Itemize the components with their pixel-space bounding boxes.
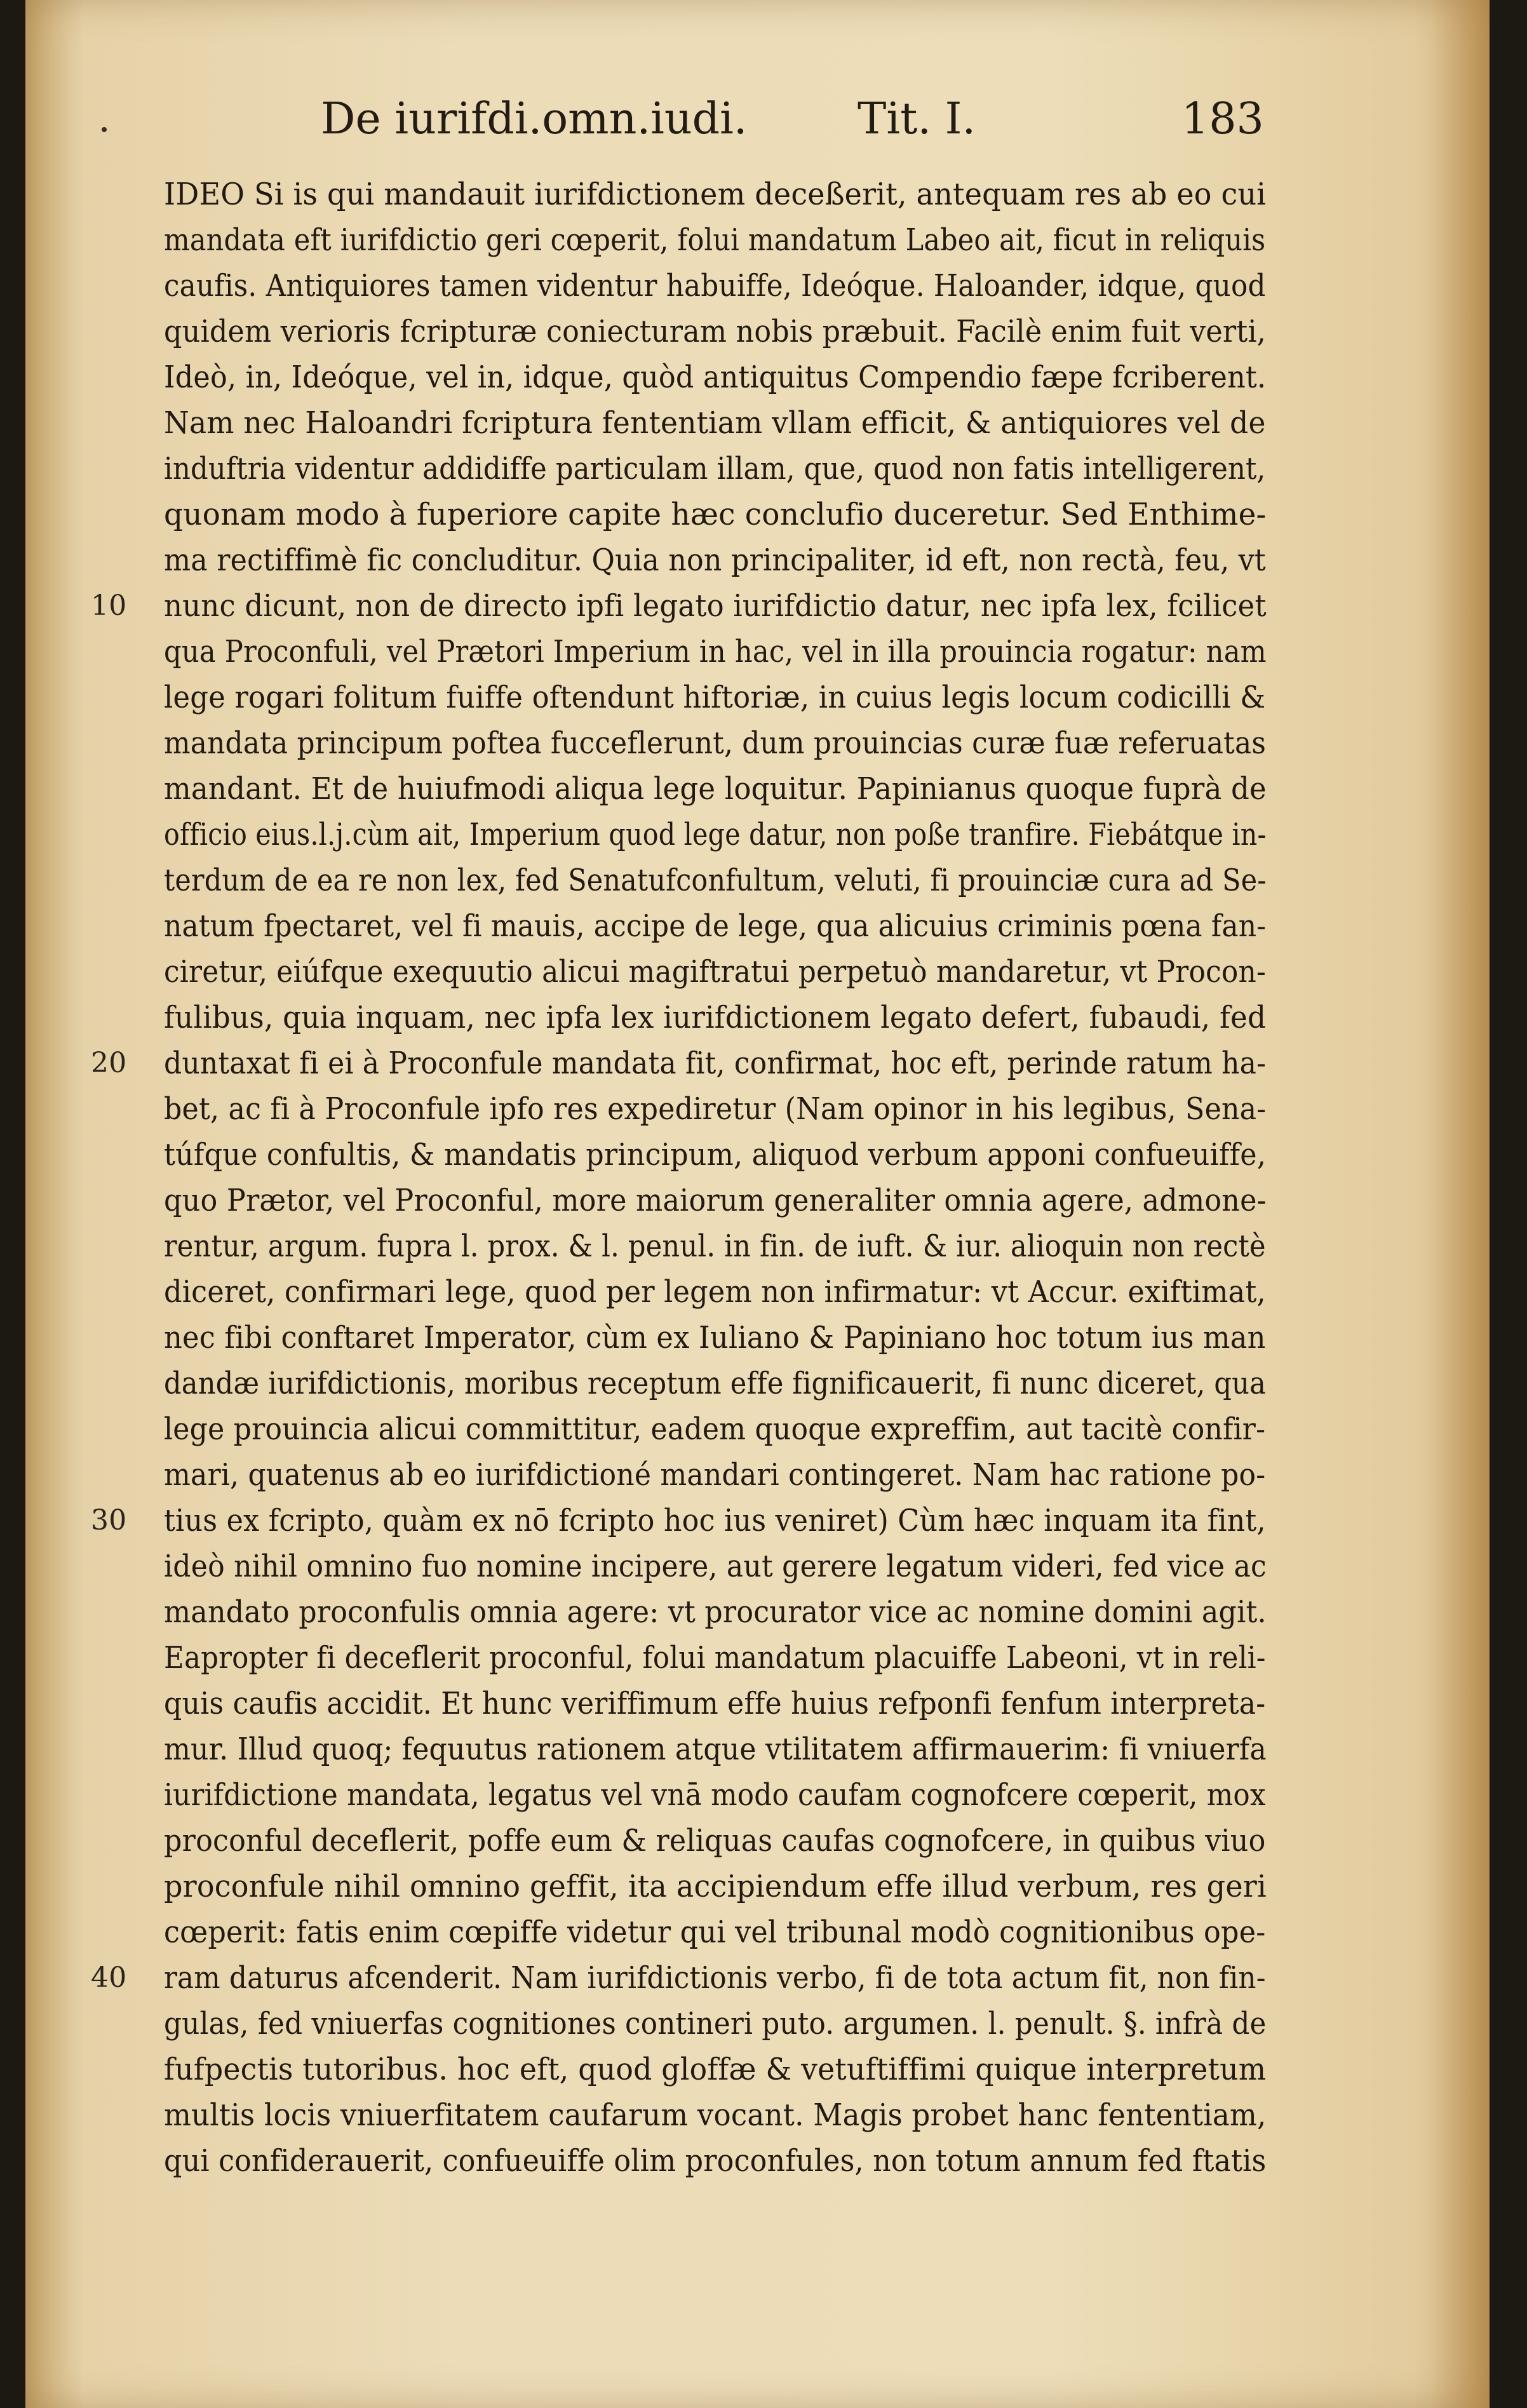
text-line — [164, 1086, 1269, 1132]
text-line-content: ma rectiffimè fic concluditur. Quia non principaliter, id eft, non rectà, feu, vt — [164, 542, 1266, 578]
text-line-content: lege rogari folitum fuiffe oftendunt hiftoriæ, in cuius legis locum codicilli & — [164, 680, 1266, 715]
text-line-content: quo Prætor, vel Proconful, more maiorum generaliter omnia agere, admone- — [164, 1183, 1267, 1218]
text-line — [164, 1269, 1269, 1315]
text-line-content: proconfule nihil omnino geffit, ita accipiendum effe illud verbum, res geri — [164, 1869, 1267, 1904]
text-line-content: proconful deceflerit, poffe eum & reliquas caufas cognofcere, in quibus viuo — [164, 1823, 1266, 1859]
text-line — [164, 766, 1269, 812]
text-line — [164, 1315, 1269, 1361]
text-line — [164, 2092, 1269, 2138]
text-line — [164, 1361, 1269, 1406]
text-line-content: caufis. Antiquiores tamen videntur habuiffe, Ideóque. Haloander, idque, quod — [164, 268, 1266, 304]
page-number: 183 — [1181, 94, 1264, 144]
text-line-content: diceret, confirmari lege, quod per legem non infirmatur: vt Accur. exiftimat, — [164, 1274, 1266, 1310]
text-line-content: ciretur, eiúfque exequutio alicui magiftratui perpetuò mandaretur, vt Procon- — [164, 954, 1266, 990]
margin-line-number: 20 — [91, 1047, 127, 1079]
text-line-content: nunc dicunt, non de directo ipfi legato iurifdictio datur, nec ipfa lex, fcilicet — [164, 588, 1267, 624]
text-line — [164, 1909, 1269, 1955]
text-line-content: gulas, fed vniuerfas cognitiones contineri puto. argumen. l. penult. §. infrà de — [164, 2006, 1267, 2041]
text-line-content: Nam nec Haloandri fcriptura fententiam vllam efficit, & antiquiores vel de — [164, 405, 1266, 441]
text-line — [164, 1178, 1269, 1223]
text-line-content: mandata eft iurifdictio geri cœperit, folui mandatum Labeo ait, ficut in reliquis — [164, 222, 1266, 258]
text-line-content: mandato proconfulis omnia agere: vt procurator vice ac nomine domini agit. — [164, 1594, 1267, 1630]
text-line — [164, 1589, 1269, 1635]
body-text — [91, 172, 1269, 2184]
margin-line-number: 40 — [91, 1961, 127, 1994]
text-line — [164, 675, 1269, 720]
text-line-content: mari, quatenus ab eo iurifdictioné mandari contingeret. Nam hac ratione po- — [164, 1457, 1266, 1493]
text-line — [164, 2138, 1269, 2184]
text-line-content: fufpectis tutoribus. hoc eft, quod gloffæ & vetuftiffimi quique interpretum — [164, 2052, 1267, 2087]
text-line — [164, 217, 1269, 263]
text-line-content: cœperit: fatis enim cœpiffe videtur qui vel tribunal modò cognitionibus ope- — [164, 1914, 1266, 1950]
margin-line-number: 10 — [91, 589, 127, 622]
text-line — [164, 1452, 1269, 1498]
text-line — [164, 1726, 1269, 1772]
running-header — [25, 76, 1490, 146]
text-line-content: iurifdictione mandata, legatus vel vnā modo caufam cognofcere cœperit, mox — [164, 1777, 1266, 1813]
text-line — [164, 309, 1269, 354]
text-line-content: duntaxat fi ei à Proconfule mandata fit, confirmat, hoc eft, perinde ratum ha- — [164, 1046, 1267, 1081]
text-line — [164, 1681, 1269, 1726]
text-line-content: tius ex fcripto, quàm ex nō fcripto hoc ius veniret) Cùm hæc inquam ita fint, — [164, 1503, 1266, 1538]
text-line — [164, 1132, 1269, 1178]
text-line — [164, 172, 1269, 217]
text-line — [91, 583, 1269, 629]
text-line-content: terdum de ea re non lex, fed Senatufconfultum, veluti, fi prouinciæ cura ad Se- — [164, 863, 1267, 898]
page-edge-stain — [1413, 0, 1490, 2408]
text-line-content: Eapropter fi deceflerit proconful, folui mandatum placuiffe Labeoni, vt in reli- — [164, 1640, 1266, 1676]
header-title-number: Tit. I. — [858, 94, 976, 144]
header-ink-dot — [102, 127, 107, 132]
text-line — [91, 1955, 1269, 2001]
text-line-content: mandata principum poftea fucceflerunt, dum prouincias curæ fuæ referuatas — [164, 725, 1267, 761]
text-line — [91, 1040, 1269, 1086]
text-line-content: quis caufis accidit. Et hunc veriffimum effe huius refponfi fenfum interpreta- — [164, 1686, 1266, 1721]
text-line — [164, 537, 1269, 583]
text-line-content: lege prouincia alicui committitur, eadem quoque expreffim, aut tacitè confir- — [164, 1411, 1266, 1447]
text-line — [164, 949, 1269, 995]
text-line-content: quonam modo à fuperiore capite hæc conclufio duceretur. Sed Enthime- — [164, 497, 1267, 532]
text-line-content: rentur, argum. fupra l. prox. & l. penul. in fin. de iuft. & iur. alioquin non rectè — [164, 1228, 1266, 1264]
book-page — [25, 0, 1490, 2408]
header-title: De iurifdi.omn.iudi. — [321, 94, 748, 144]
text-line-content: qua Proconfuli, vel Prætori Imperium in hac, vel in illa prouincia rogatur: nam — [164, 634, 1267, 669]
text-line-content: mur. Illud quoq; fequutus rationem atque vtilitatem affirmauerim: fi vniuerfa — [164, 1732, 1267, 1767]
text-line — [164, 1544, 1269, 1589]
text-line — [164, 1223, 1269, 1269]
text-line-content: bet, ac fi à Proconfule ipfo res expediretur (Nam opinor in his legibus, Sena- — [164, 1091, 1267, 1127]
text-line-content: fulibus, quia inquam, nec ipfa lex iurifdictionem legato defert, fubaudi, fed — [164, 1000, 1267, 1035]
text-line-content: induftria videntur addidiffe particulam illam, que, quod non fatis intelligerent, — [164, 451, 1266, 487]
text-line — [164, 720, 1269, 766]
text-line — [164, 1635, 1269, 1681]
text-line-content: ram daturus afcenderit. Nam iurifdictionis verbo, fi de tota actum fit, non fin- — [164, 1960, 1266, 1996]
margin-line-number: 30 — [91, 1504, 127, 1537]
text-line — [164, 629, 1269, 675]
text-line-content: mandant. Et de huiufmodi aliqua lege loquitur. Papinianus quoque fuprà de — [164, 771, 1267, 807]
text-line — [91, 1498, 1269, 1544]
text-line — [164, 2001, 1269, 2047]
text-line-content: qui confiderauerit, confueuiffe olim proconfules, non totum annum fed ftatis — [164, 2143, 1267, 2179]
text-line-content: multis locis vniuerfitatem caufarum vocant. Magis probet hanc fententiam, — [164, 2097, 1267, 2133]
text-line-content: dandæ iurifdictionis, moribus receptum effe fignificauerit, fi nunc diceret, qua — [164, 1366, 1267, 1401]
text-line — [164, 2047, 1269, 2092]
text-line — [164, 1818, 1269, 1864]
text-line — [164, 1864, 1269, 1909]
text-line — [164, 1772, 1269, 1818]
text-line-content: officio eius.l.j.cùm ait, Imperium quod lege datur, non poße tranfire. Fiebátque in- — [164, 817, 1267, 852]
text-line-content: Ideò, in, Ideóque, vel in, idque, quòd antiquitus Compendio fæpe fcriberent. — [164, 360, 1267, 395]
text-line-content: ideò nihil omnino fuo nomine incipere, aut gerere legatum videri, fed vice ac — [164, 1549, 1267, 1584]
text-line-content: IDEO Si is qui mandauit iurifdictionem deceßerit, antequam res ab eo cui — [164, 177, 1267, 212]
text-line — [164, 812, 1269, 858]
text-line — [164, 903, 1269, 949]
text-line-content: quidem verioris fcripturæ coniecturam nobis præbuit. Facilè enim fuit verti, — [164, 314, 1267, 349]
text-line-content: nec fibi conftaret Imperator, cùm ex Iuliano & Papiniano hoc totum ius man — [164, 1320, 1266, 1355]
text-line — [164, 858, 1269, 903]
text-line-content: túfque confultis, & mandatis principum, aliquod verbum apponi confueuiffe, — [164, 1137, 1267, 1173]
text-line — [164, 492, 1269, 537]
text-line — [164, 995, 1269, 1040]
text-line — [164, 1406, 1269, 1452]
text-line — [164, 446, 1269, 492]
text-line-content: natum fpectaret, vel fi mauis, accipe de lege, qua alicuius criminis pœna fan- — [164, 908, 1267, 944]
text-line — [164, 354, 1269, 400]
text-line — [164, 400, 1269, 446]
text-line — [164, 263, 1269, 309]
